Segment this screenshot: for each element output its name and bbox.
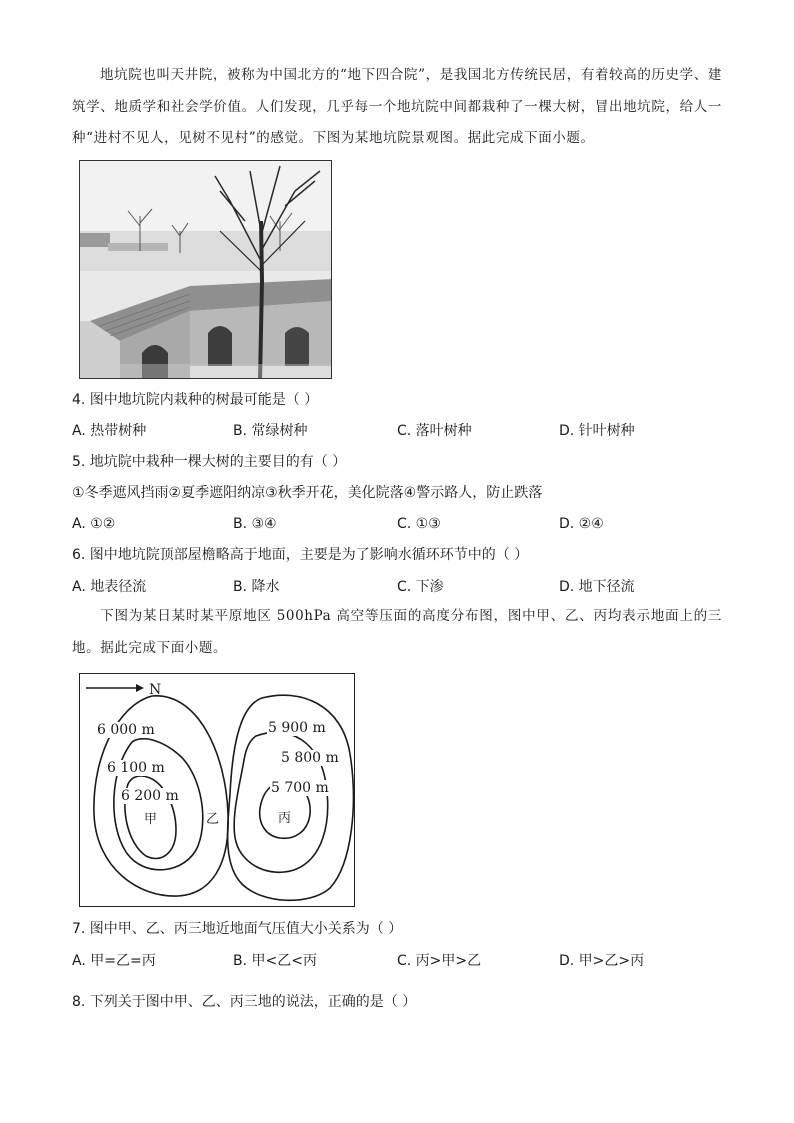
q6-option-a[interactable]: A. 地表径流 (72, 579, 147, 595)
contour-6100 (114, 739, 203, 870)
q6-option-b[interactable]: B. 降水 (233, 579, 280, 595)
q6-option-c[interactable]: C. 下渗 (397, 579, 444, 595)
contour-label-5900: 5 900 m (268, 720, 326, 736)
north-arrow-head (136, 684, 144, 692)
pit-courtyard-illustration (80, 161, 332, 379)
q7-option-d[interactable]: D. 甲>乙>丙 (559, 953, 645, 969)
contour-label-5700: 5 700 m (271, 780, 329, 796)
q5-option-a[interactable]: A. ①② (72, 516, 116, 532)
intro-paragraph-1 (72, 60, 722, 155)
q4-option-a[interactable]: A. 热带树种 (72, 423, 147, 439)
q4-option-b[interactable]: B. 常绿树种 (233, 423, 308, 439)
q4-option-d[interactable]: D. 针叶树种 (559, 423, 635, 439)
q7-stem: 7. 图中甲、乙、丙三地近地面气压值大小关系为（ ） (72, 921, 403, 937)
point-jia: 甲 (144, 812, 158, 827)
contour-label-6000: 6 000 m (97, 722, 155, 738)
q4-stem: 4. 图中地坑院内栽种的树最可能是（ ） (72, 392, 319, 408)
pit-courtyard-photo (79, 160, 332, 379)
q5-statements: ①冬季遮风挡雨②夏季遮阳纳凉③秋季开花，美化院落④警示路人，防止跌落 (72, 485, 543, 501)
contour-label-5800: 5 800 m (281, 750, 339, 766)
q7-option-a[interactable]: A. 甲=乙=丙 (72, 953, 156, 969)
q7-option-c[interactable]: C. 丙>甲>乙 (397, 953, 482, 969)
north-label: N (149, 682, 162, 698)
q5-option-d[interactable]: D. ②④ (559, 516, 604, 532)
point-yi: 乙 (206, 812, 220, 827)
contour-label-6100: 6 100 m (107, 760, 165, 776)
q7-option-b[interactable]: B. 甲<乙<丙 (233, 953, 317, 969)
q4-option-c[interactable]: C. 落叶树种 (397, 423, 472, 439)
q5-option-c[interactable]: C. ①③ (397, 516, 441, 532)
intro-paragraph-2 (72, 601, 722, 664)
q5-stem: 5. 地坑院中栽种一棵大树的主要目的有（ ） (72, 454, 347, 470)
q5-option-b[interactable]: B. ③④ (233, 516, 277, 532)
isobaric-height-map (79, 673, 355, 907)
point-bing: 丙 (278, 811, 292, 826)
q6-stem: 6. 图中地坑院顶部屋檐略高于地面，主要是为了影响水循环环节中的（ ） (72, 547, 529, 563)
intro-text-2: 下图为某日某时某平原地区 500hPa 高空等压面的高度分布图，图中甲、乙、丙均表示地面上的三地。据此完成下面小题。 (72, 608, 722, 656)
q8-stem: 8. 下列关于图中甲、乙、丙三地的说法，正确的是（ ） (72, 994, 417, 1010)
contour-label-6200: 6 200 m (121, 788, 179, 804)
intro-text-1: 地坑院也叫天井院，被称为中国北方的“地下四合院”，是我国北方传统民居，有着较高的历史学、建筑学、地质学和社会学价值。人们发现，几乎每一个地坑院中间都栽种了一棵大树，冒出地坑院，给人一种“进村不见人，见树不见村”的感觉。下图为某地坑院景观图。据此完成下面小题。 (72, 67, 722, 146)
q6-option-d[interactable]: D. 地下径流 (559, 579, 635, 595)
